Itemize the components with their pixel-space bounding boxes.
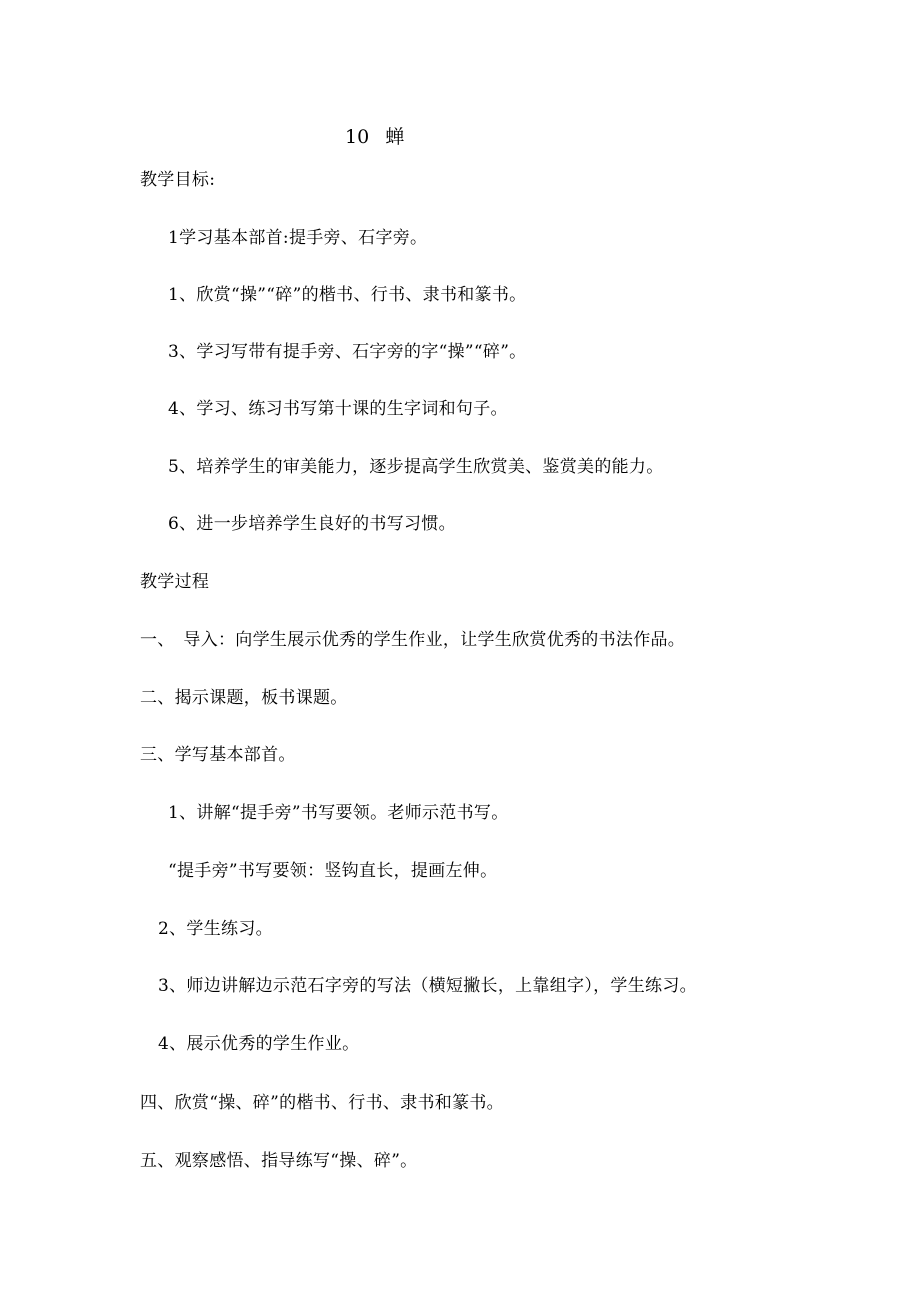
- step-three-item: 3、师边讲解边示范石字旁的写法（横短撇长，上靠组字），学生练习。: [158, 976, 697, 996]
- step-three-item: “提手旁”书写要领：竖钩直长，提画左伸。: [168, 861, 498, 881]
- step-four: 四、欣赏“操、碎”的楷书、行书、隶书和篆书。: [140, 1093, 504, 1113]
- step-five: 五、观察感悟、指导练写“操、碎”。: [140, 1151, 418, 1171]
- objectives-heading: 教学目标:: [140, 170, 216, 190]
- step-three-item: 1、讲解“提手旁”书写要领。老师示范书写。: [168, 803, 509, 823]
- objective-item: 3、学习写带有提手旁、石字旁的字“操”“碎”。: [168, 342, 527, 362]
- objective-item: 5、培养学生的审美能力，逐步提高学生欣赏美、鉴赏美的能力。: [168, 457, 664, 477]
- lesson-name: 蝉: [385, 126, 405, 148]
- step-three: 三、学写基本部首。: [140, 745, 296, 765]
- step-three-item: 2、学生练习。: [158, 919, 273, 939]
- step-two: 二、揭示课题，板书课题。: [140, 688, 348, 708]
- lesson-title: [345, 126, 404, 148]
- objective-item: 4、学习、练习书写第十课的生字词和句子。: [168, 399, 508, 419]
- process-heading: 教学过程: [140, 572, 210, 592]
- objective-item: 6、进一步培养学生良好的书写习惯。: [168, 514, 456, 534]
- step-one: 一、 导入：向学生展示优秀的学生作业，让学生欣赏优秀的书法作品。: [140, 630, 686, 650]
- objective-item: 1学习基本部首:提手旁、石字旁。: [168, 228, 428, 248]
- lesson-number: 10: [345, 126, 370, 148]
- objective-item: 1、欣赏“操”“碎”的楷书、行书、隶书和篆书。: [168, 285, 527, 305]
- step-three-item: 4、展示优秀的学生作业。: [158, 1034, 360, 1054]
